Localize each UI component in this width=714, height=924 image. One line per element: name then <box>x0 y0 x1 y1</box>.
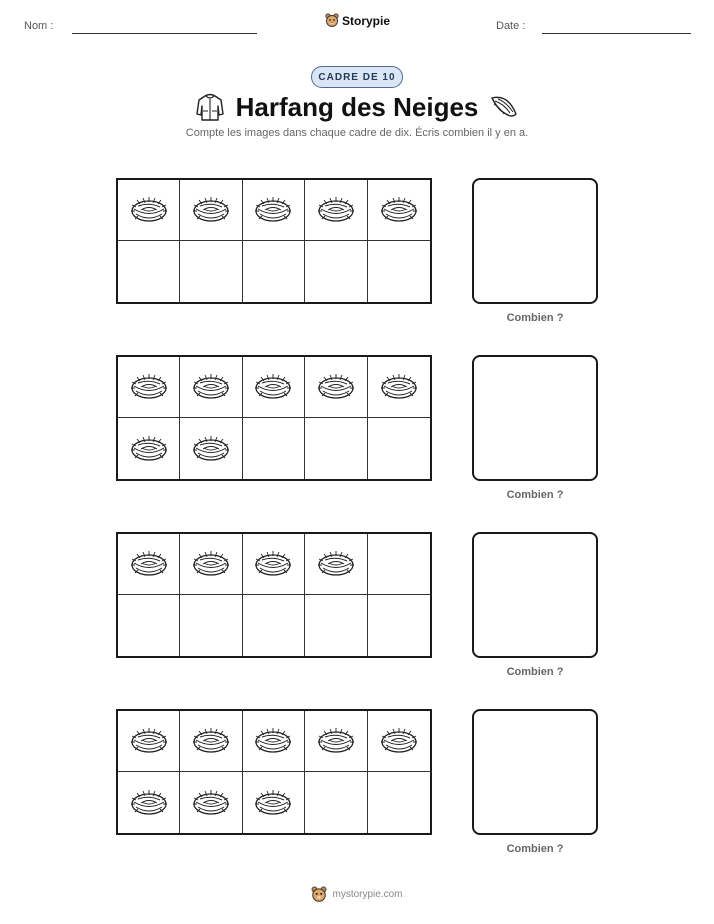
ten-frame-cell <box>180 241 242 302</box>
ten-frame-cell <box>368 241 430 302</box>
ten-frame-cell <box>118 241 180 302</box>
ten-frame-cell <box>180 711 242 772</box>
ten-frame-cell <box>118 418 180 479</box>
ten-frame-cell <box>305 357 367 418</box>
date-label: Date : <box>496 20 526 32</box>
answer-box[interactable] <box>472 532 598 658</box>
nest-icon <box>129 725 169 757</box>
ten-frame-cell <box>243 180 305 241</box>
nest-icon <box>191 433 231 465</box>
nest-icon <box>253 787 293 819</box>
ten-frame-cell <box>118 180 180 241</box>
page-title: Harfang des Neiges <box>235 92 479 122</box>
nest-icon <box>191 371 231 403</box>
ten-frame-cell <box>368 180 430 241</box>
ten-frame-cell <box>368 418 430 479</box>
ten-frame-cell <box>180 180 242 241</box>
nest-icon <box>191 194 231 226</box>
ten-frame-cell <box>305 180 367 241</box>
nest-icon <box>129 548 169 580</box>
category-badge: CADRE DE 10 <box>311 66 403 88</box>
nest-icon <box>316 371 356 403</box>
ten-frame <box>116 178 432 304</box>
ten-frame-cell <box>180 534 242 595</box>
nest-icon <box>191 787 231 819</box>
nest-icon <box>253 371 293 403</box>
ten-frame-cell <box>243 241 305 302</box>
brand-name: Storypie <box>342 13 391 28</box>
ten-frame-cell <box>118 357 180 418</box>
ten-frame-cell <box>118 772 180 833</box>
ten-frame-cell <box>368 357 430 418</box>
ten-frame-cell <box>305 711 367 772</box>
ten-frame-cell <box>243 595 305 656</box>
ten-frame-cell <box>305 241 367 302</box>
nest-icon <box>129 371 169 403</box>
ten-frame <box>116 355 432 481</box>
wing-icon <box>488 92 520 122</box>
instruction-text: Compte les images dans chaque cadre de dix. Écris combien il y en a. <box>185 127 529 139</box>
answer-box[interactable] <box>472 178 598 304</box>
answer-box[interactable] <box>472 355 598 481</box>
nest-icon <box>253 725 293 757</box>
ten-frame-cell <box>243 772 305 833</box>
brand-logo <box>325 13 390 28</box>
ten-frame <box>116 709 432 835</box>
ten-frame-cell <box>305 772 367 833</box>
storypie-mascot-icon <box>311 886 327 903</box>
nest-icon <box>379 725 419 757</box>
ten-frame-cell <box>243 418 305 479</box>
nest-icon <box>316 194 356 226</box>
nest-icon <box>253 548 293 580</box>
nest-icon <box>129 194 169 226</box>
ten-frame-cell <box>118 711 180 772</box>
answer-label: Combien ? <box>506 312 564 324</box>
ten-frame-cell <box>118 595 180 656</box>
ten-frame-cell <box>368 711 430 772</box>
footer <box>0 886 714 903</box>
nest-icon <box>191 548 231 580</box>
answer-label: Combien ? <box>506 843 564 855</box>
ten-frame-cell <box>368 772 430 833</box>
storypie-mascot-icon <box>325 13 339 28</box>
answer-label: Combien ? <box>506 489 564 501</box>
name-label: Nom : <box>24 20 54 32</box>
ten-frame-cell <box>180 418 242 479</box>
ten-frame-cell <box>243 711 305 772</box>
name-line[interactable] <box>72 33 257 34</box>
nest-icon <box>129 433 169 465</box>
ten-frame-cell <box>180 772 242 833</box>
nest-icon <box>253 194 293 226</box>
answer-box[interactable] <box>472 709 598 835</box>
nest-icon <box>379 194 419 226</box>
answer-label: Combien ? <box>506 666 564 678</box>
ten-frame-cell <box>180 357 242 418</box>
nest-icon <box>316 725 356 757</box>
ten-frame-cell <box>368 534 430 595</box>
nest-icon <box>316 548 356 580</box>
ten-frame-cell <box>243 534 305 595</box>
nest-icon <box>191 725 231 757</box>
ten-frame-cell <box>243 357 305 418</box>
ten-frame-cell <box>180 595 242 656</box>
footer-url[interactable]: mystorypie.com <box>332 889 403 900</box>
date-line[interactable] <box>542 33 691 34</box>
ten-frame-cell <box>118 534 180 595</box>
nest-icon <box>129 787 169 819</box>
ten-frame <box>116 532 432 658</box>
ten-frame-cell <box>368 595 430 656</box>
ten-frame-cell <box>305 595 367 656</box>
nest-icon <box>379 371 419 403</box>
ten-frame-cell <box>305 534 367 595</box>
ten-frame-cell <box>305 418 367 479</box>
